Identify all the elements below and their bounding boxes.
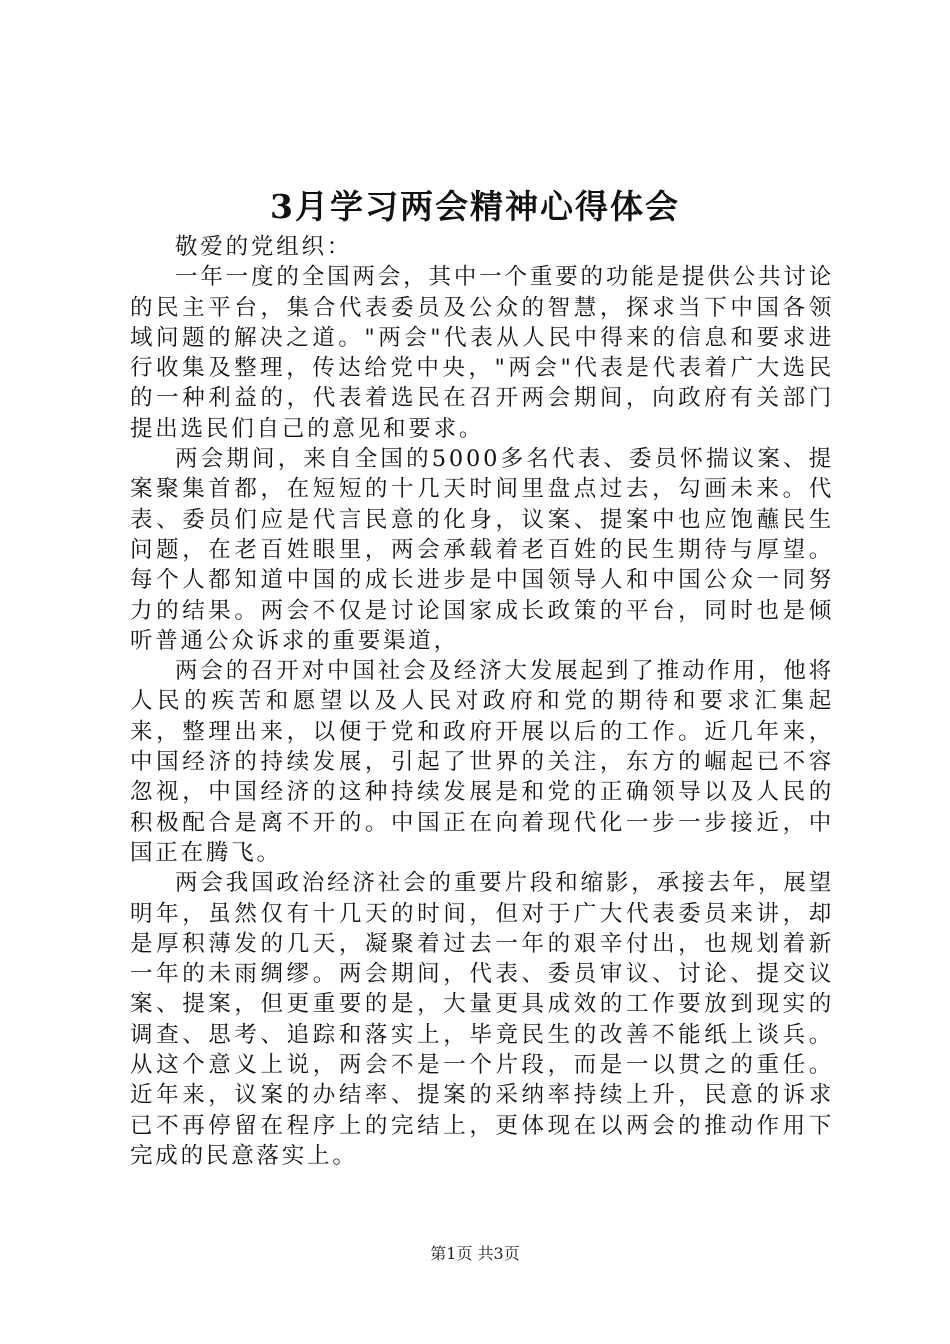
page-number-footer: 第1页 共3页 xyxy=(430,1244,520,1263)
paragraph-2: 两会期间，来自全国的5000多名代表、委员怀揣议案、提案聚集首都，在短短的十几天时间里盘点过去，勾画未来。代表、委员们应是代言民意的化身，议案、提案中也应饱蘸民生问题，在老百姓眼里，两会承载着老百姓的民生期待与厚望。每个人都知道中国的成长进步是中国领导人和中国公众一同努力的结果。两会不仅是讨论国家成长政策的平台，同时也是倾听普通公众诉求的重要渠道， xyxy=(130,446,834,654)
paragraph-4: 两会我国政治经济社会的重要片段和缩影，承接去年，展望明年，虽然仅有十几天的时间，但对于广大代表委员来讲，却是厚积薄发的几天，凝聚着过去一年的艰辛付出，也规划着新一年的未雨绸缪。两会期间，代表、委员审议、讨论、提交议案、提案，但更重要的是，大量更具成效的工作要放到现实的调查、思考、追踪和落实上，毕竟民生的改善不能纸上谈兵。从这个意义上说，两会不是一个片段，而是一以贯之的重任。近年来，议案的办结率、提案的采纳率持续上升，民意的诉求已不再停留在程序上的完结上，更体现在以两会的推动作用下完成的民意落实上。 xyxy=(130,870,834,1169)
page-title: 3月学习两会精神心得体会 xyxy=(270,187,680,226)
paragraph-3: 两会的召开对中国社会及经济大发展起到了推动作用，他将人民的疾苦和愿望以及人民对政府和党的期待和要求汇集起来，整理出来，以便于党和政府开展以后的工作。近几年来，中国经济的持续发展，引起了世界的关注，东方的崛起已不容忽视，中国经济的这种持续发展是和党的正确领导以及人民的积极配合是离不开的。中国正在向着现代化一步一步接近，中国正在腾飞。 xyxy=(130,658,834,866)
document-body xyxy=(130,232,834,1171)
paragraph-1: 一年一度的全国两会，其中一个重要的功能是提供公共讨论的民主平台，集合代表委员及公众的智慧，探求当下中国各领域问题的解决之道。"两会"代表从人民中得来的信息和要求进行收集及整理，传达给党中央，"两会"代表是代表着广大选民的一种利益的，代表着选民在召开两会期间，向政府有关部门提出选民们自己的意见和要求。 xyxy=(130,264,834,442)
salutation: 敬爱的党组织： xyxy=(175,234,353,260)
